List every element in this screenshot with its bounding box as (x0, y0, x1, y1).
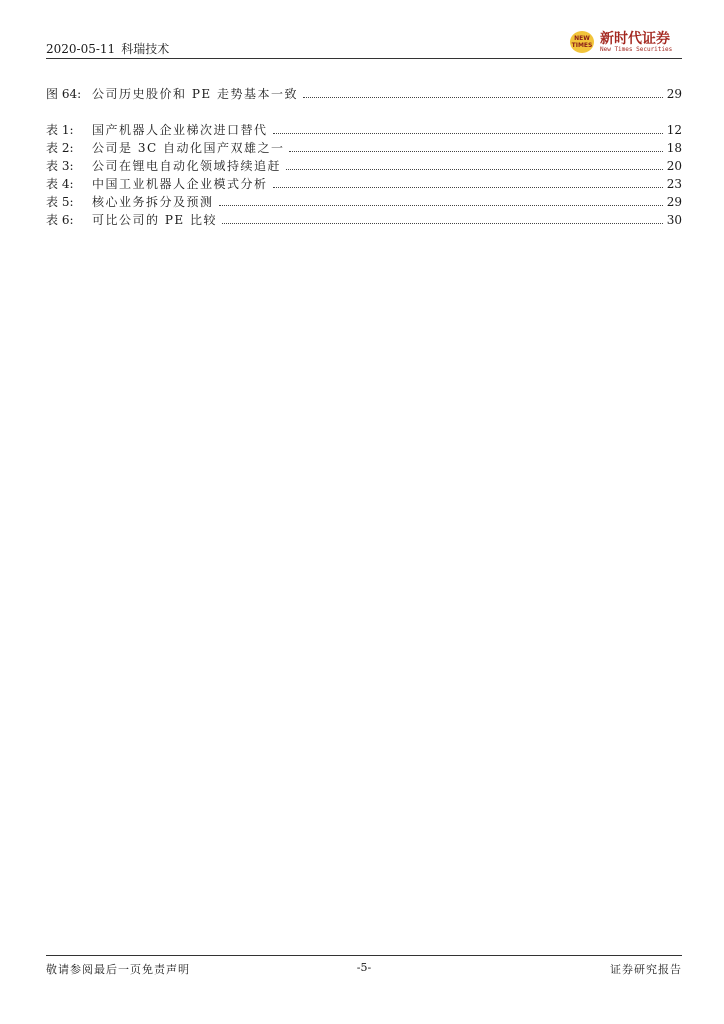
logo-subtitle: New Times Securities (600, 46, 673, 53)
toc-entry-table-5[interactable] (46, 194, 682, 210)
toc-title: 可比公司的 PE 比较 (92, 213, 217, 227)
footer-page-number: -5- (356, 961, 372, 974)
page-header (46, 28, 682, 58)
footer-divider (46, 955, 682, 956)
toc-leader-dots (286, 169, 663, 170)
toc-label: 表 5: (46, 195, 74, 209)
toc-entry-table-2[interactable] (46, 140, 682, 156)
toc-label: 表 6: (46, 213, 74, 227)
toc-leader-dots (219, 205, 663, 206)
toc-entry-table-1[interactable] (46, 122, 682, 138)
toc-page-number: 18 (666, 141, 682, 155)
logo-name: 新时代证券 (600, 31, 670, 47)
toc-label: 表 2: (46, 141, 74, 155)
toc-title: 核心业务拆分及预测 (92, 195, 214, 209)
toc-title: 国产机器人企业梯次进口替代 (92, 123, 268, 137)
logo-badge-icon: NEW TIMES (570, 31, 594, 53)
toc-entry-table-4[interactable] (46, 176, 682, 192)
toc-page-number: 29 (666, 195, 682, 209)
toc-page-number: 30 (666, 213, 682, 227)
toc-title: 公司在锂电自动化领域持续追赶 (92, 159, 282, 173)
toc-label: 表 1: (46, 123, 74, 137)
toc-page-number: 12 (666, 123, 682, 137)
toc-title: 公司历史股价和 PE 走势基本一致 (92, 87, 298, 101)
toc-leader-dots (303, 97, 663, 98)
toc-leader-dots (222, 223, 663, 224)
toc-page-number: 20 (666, 159, 682, 173)
toc-label: 图 64: (46, 87, 82, 101)
report-date: 2020-05-11 (46, 42, 116, 56)
toc-page-number: 29 (666, 87, 682, 101)
toc-entry-table-6[interactable] (46, 212, 682, 228)
toc-entry-figure-64[interactable] (46, 86, 682, 102)
header-text (46, 40, 169, 57)
toc-leader-dots (289, 151, 662, 152)
toc-leader-dots (273, 133, 663, 134)
footer-report-type: 证券研究报告 (610, 963, 682, 976)
header-divider (46, 58, 682, 59)
toc-entry-table-3[interactable] (46, 158, 682, 174)
toc-title: 中国工业机器人企业模式分析 (92, 177, 268, 191)
page-footer (46, 955, 682, 979)
toc-title: 公司是 3C 自动化国产双雄之一 (92, 141, 285, 155)
new-times-securities-logo (570, 28, 682, 56)
toc-page-number: 23 (666, 177, 682, 191)
footer-disclaimer: 敬请参阅最后一页免责声明 (46, 963, 190, 976)
toc-leader-dots (273, 187, 663, 188)
toc-label: 表 3: (46, 159, 74, 173)
company-name: 科瑞技术 (121, 42, 170, 56)
toc-label: 表 4: (46, 177, 74, 191)
